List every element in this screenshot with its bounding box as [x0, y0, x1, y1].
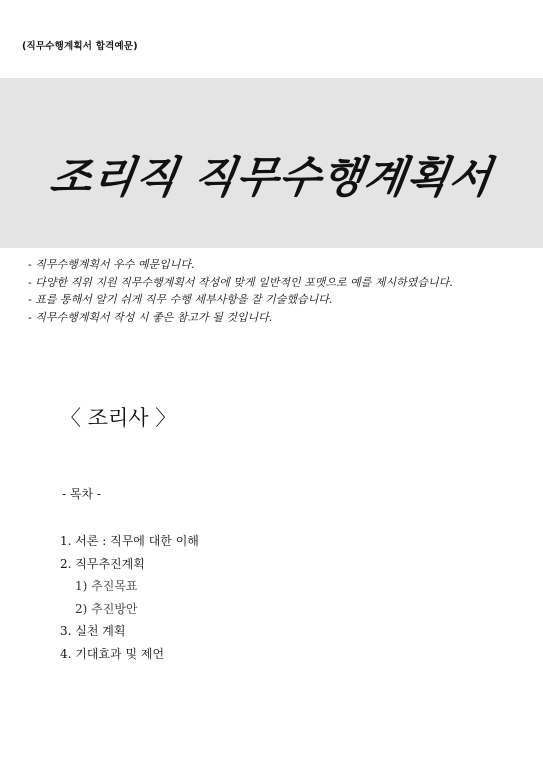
toc-item: 1. 서론 : 직무에 대한 이해 — [60, 534, 199, 548]
document-tag: (직무수행계획서 합격예문) — [22, 41, 138, 52]
bullet-item: - 직무수행계획서 작성 시 좋은 참고가 될 것입니다. — [28, 310, 273, 324]
title-banner — [0, 78, 543, 248]
table-of-contents — [60, 530, 199, 665]
section-title: 〈 조리사 〉 — [60, 406, 177, 430]
intro-bullet-list — [28, 256, 453, 326]
toc-subitem: 2) 추진방안 — [75, 601, 138, 616]
toc-title: - 목차 - — [62, 487, 101, 501]
bullet-item: - 다양한 직위 지원 직무수행계획서 작성에 맞게 일반적인 포맷으로 예를 제시하였습니다. — [28, 275, 453, 289]
bullet-item: - 직무수행계획서 우수 예문입니다. — [28, 258, 195, 271]
toc-item: 3. 실천 계획 — [60, 624, 126, 638]
toc-item: 2. 직무추진계획 — [60, 556, 145, 571]
document-title: 조리직 직무수행계획서 — [46, 153, 496, 203]
toc-item: 4. 기대효과 및 제언 — [60, 646, 165, 661]
toc-subitem: 1) 추진목표 — [75, 579, 138, 593]
bullet-item: - 표를 통해서 알기 쉬게 직무 수행 세부사항을 잘 기술했습니다. — [28, 293, 333, 306]
